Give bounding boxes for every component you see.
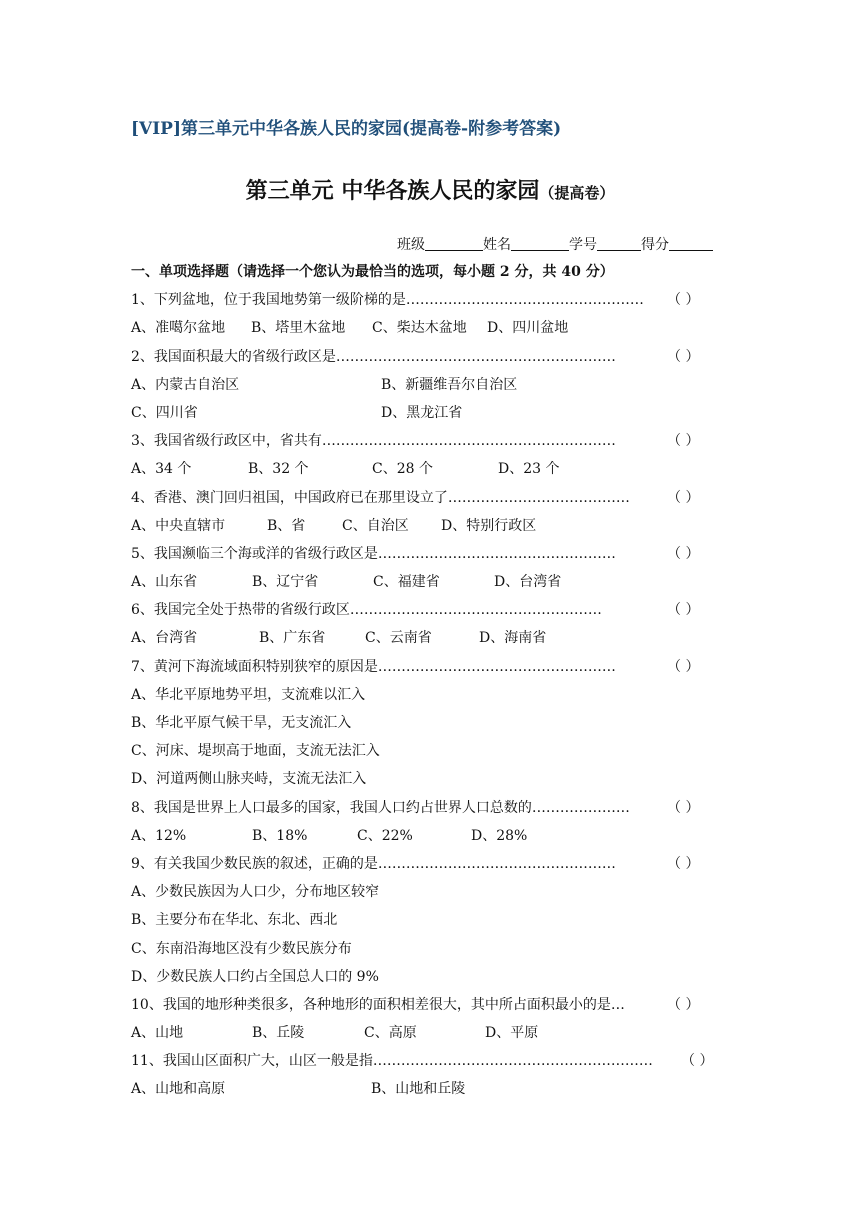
question-10 (131, 991, 771, 1019)
page-title-sub: （提高卷） (539, 184, 615, 202)
option-c: C、福建省 (373, 574, 440, 591)
leader-dots: …………………………………………… (377, 545, 616, 562)
question-5-options (131, 568, 771, 596)
option-a: A、34 个 (131, 461, 192, 478)
leader-dots: ………………… (531, 799, 630, 816)
question-4 (131, 484, 771, 512)
option-b: B、广东省 (259, 630, 326, 647)
question-5 (131, 540, 771, 568)
question-1-options (131, 314, 771, 342)
option-b: B、省 (267, 517, 306, 534)
option-d: D、台湾省 (494, 574, 562, 591)
option-c: C、高原 (364, 1025, 417, 1042)
answer-paren: （ ） (667, 996, 700, 1013)
score-blank (669, 236, 713, 251)
question-stem: 4、香港、澳门回归祖国，中国政府已在那里设立了 (131, 489, 448, 506)
option-c: C、28 个 (372, 461, 433, 478)
answer-paren: （ ） (667, 489, 700, 506)
option-d: D、少数民族人口约占全国总人口的 9% (131, 968, 379, 985)
answer-paren: （ ） (667, 433, 700, 450)
option-d: D、28% (471, 827, 528, 844)
option-a: A、内蒙古自治区 (131, 376, 240, 393)
question-6 (131, 596, 771, 624)
page-title-main: 第三单元 中华各族人民的家园 (245, 178, 540, 204)
question-6-options (131, 624, 771, 652)
question-2-options-row2 (131, 399, 771, 427)
question-8 (131, 794, 771, 822)
document-heading: [VIP]第三单元中华各族人民的家园(提高卷-附参考答案) (131, 119, 562, 139)
question-4-options (131, 512, 771, 540)
answer-paren: （ ） (681, 1053, 714, 1070)
option-a: A、少数民族因为人口少，分布地区较窄 (131, 884, 380, 901)
option-a: A、山东省 (131, 574, 198, 591)
question-2-options-row1 (131, 371, 771, 399)
student-info-line (397, 234, 713, 254)
option-b: B、18% (252, 827, 308, 844)
question-11-options (131, 1075, 771, 1103)
leader-dots: …………………………………………… (405, 292, 644, 309)
option-a: A、中央直辖市 (131, 517, 226, 534)
question-2 (131, 343, 771, 371)
option-c: C、云南省 (365, 630, 432, 647)
question-3 (131, 427, 771, 455)
leader-dots: ……………………………………………… (349, 602, 602, 619)
option-a: A、华北平原地势平坦，支流难以汇入 (131, 686, 366, 703)
leader-dots: ……………………………………………………… (321, 433, 616, 450)
option-b: B、新疆维吾尔自治区 (381, 376, 518, 393)
option-d: D、黑龙江省 (381, 404, 463, 421)
answer-paren: （ ） (667, 799, 700, 816)
question-11 (131, 1047, 771, 1075)
option-c: C、四川省 (131, 404, 198, 421)
option-d: D、平原 (485, 1025, 539, 1042)
question-9 (131, 850, 771, 878)
class-blank (425, 236, 483, 251)
option-a: A、准噶尔盆地 (131, 320, 226, 337)
option-b: B、华北平原气候干旱，无支流汇入 (131, 715, 352, 731)
question-stem: 1、下列盆地，位于我国地势第一级阶梯的是 (131, 292, 406, 309)
question-stem: 10、我国的地形种类很多，各种地形的面积相差很大，其中所占面积最小的是 (131, 996, 611, 1013)
option-b: B、主要分布在华北、东北、西北 (131, 912, 338, 929)
question-10-options (131, 1019, 771, 1047)
option-c: C、自治区 (342, 517, 409, 534)
option-a: A、山地 (131, 1025, 184, 1042)
leader-dots: …………………………………………… (377, 855, 616, 872)
option-b: B、山地和丘陵 (371, 1081, 466, 1098)
question-stem: 8、我国是世界上人口最多的国家，我国人口约占世界人口总数的 (131, 799, 532, 816)
answer-paren: （ ） (667, 602, 700, 619)
option-b: B、32 个 (248, 461, 309, 478)
page-title (0, 174, 860, 205)
option-b: B、塔里木盆地 (251, 320, 346, 337)
option-a: A、12% (131, 827, 187, 844)
leader-dots: …………………………………………………… (335, 348, 616, 365)
option-d: D、四川盆地 (487, 320, 569, 337)
score-label: 得分 (641, 237, 669, 253)
question-stem: 7、黄河下海流域面积特别狭窄的原因是 (131, 658, 378, 675)
option-b: B、丘陵 (252, 1025, 305, 1042)
question-8-options (131, 822, 771, 850)
question-stem: 5、我国濒临三个海或洋的省级行政区是 (131, 545, 378, 562)
id-blank (597, 236, 641, 251)
option-a: A、台湾省 (131, 630, 198, 647)
answer-paren: （ ） (667, 348, 700, 365)
section-heading: 一、单项选择题（请选择一个您认为最恰当的选项，每小题 2 分，共 40 分） (131, 264, 614, 280)
question-3-options (131, 455, 771, 483)
option-d: D、23 个 (498, 461, 560, 478)
answer-paren: （ ） (667, 658, 700, 675)
leader-dots: …………………………………………………… (372, 1053, 653, 1070)
option-b: B、辽宁省 (252, 574, 319, 591)
question-stem: 11、我国山区面积广大，山区一般是指 (131, 1053, 373, 1070)
name-blank (511, 236, 569, 251)
question-7 (131, 653, 771, 681)
leader-dots: ………………………………… (447, 489, 630, 506)
leader-dots: …………………………………………… (377, 658, 616, 675)
question-stem: 3、我国省级行政区中，省共有 (131, 433, 322, 450)
leader-dots: … (610, 996, 625, 1013)
option-c: C、22% (357, 827, 413, 844)
option-c: C、河床、堤坝高于地面，支流无法汇入 (131, 743, 380, 760)
question-list (131, 258, 771, 1104)
answer-paren: （ ） (667, 855, 700, 872)
name-label: 姓名 (483, 237, 511, 253)
option-c: C、东南沿海地区没有少数民族分布 (131, 940, 352, 957)
answer-paren: （ ） (667, 292, 700, 309)
option-d: D、海南省 (479, 630, 547, 647)
option-c: C、柴达木盆地 (372, 320, 467, 337)
question-stem: 2、我国面积最大的省级行政区是 (131, 348, 336, 365)
id-label: 学号 (569, 237, 597, 253)
question-stem: 9、有关我国少数民族的叙述，正确的是 (131, 855, 378, 872)
option-d: D、特别行政区 (441, 517, 537, 534)
question-stem: 6、我国完全处于热带的省级行政区 (131, 602, 350, 619)
option-a: A、山地和高原 (131, 1081, 226, 1098)
class-label: 班级 (397, 237, 425, 253)
option-d: D、河道两侧山脉夹峙，支流无法汇入 (131, 771, 367, 788)
answer-paren: （ ） (667, 545, 700, 562)
question-1 (131, 286, 771, 314)
